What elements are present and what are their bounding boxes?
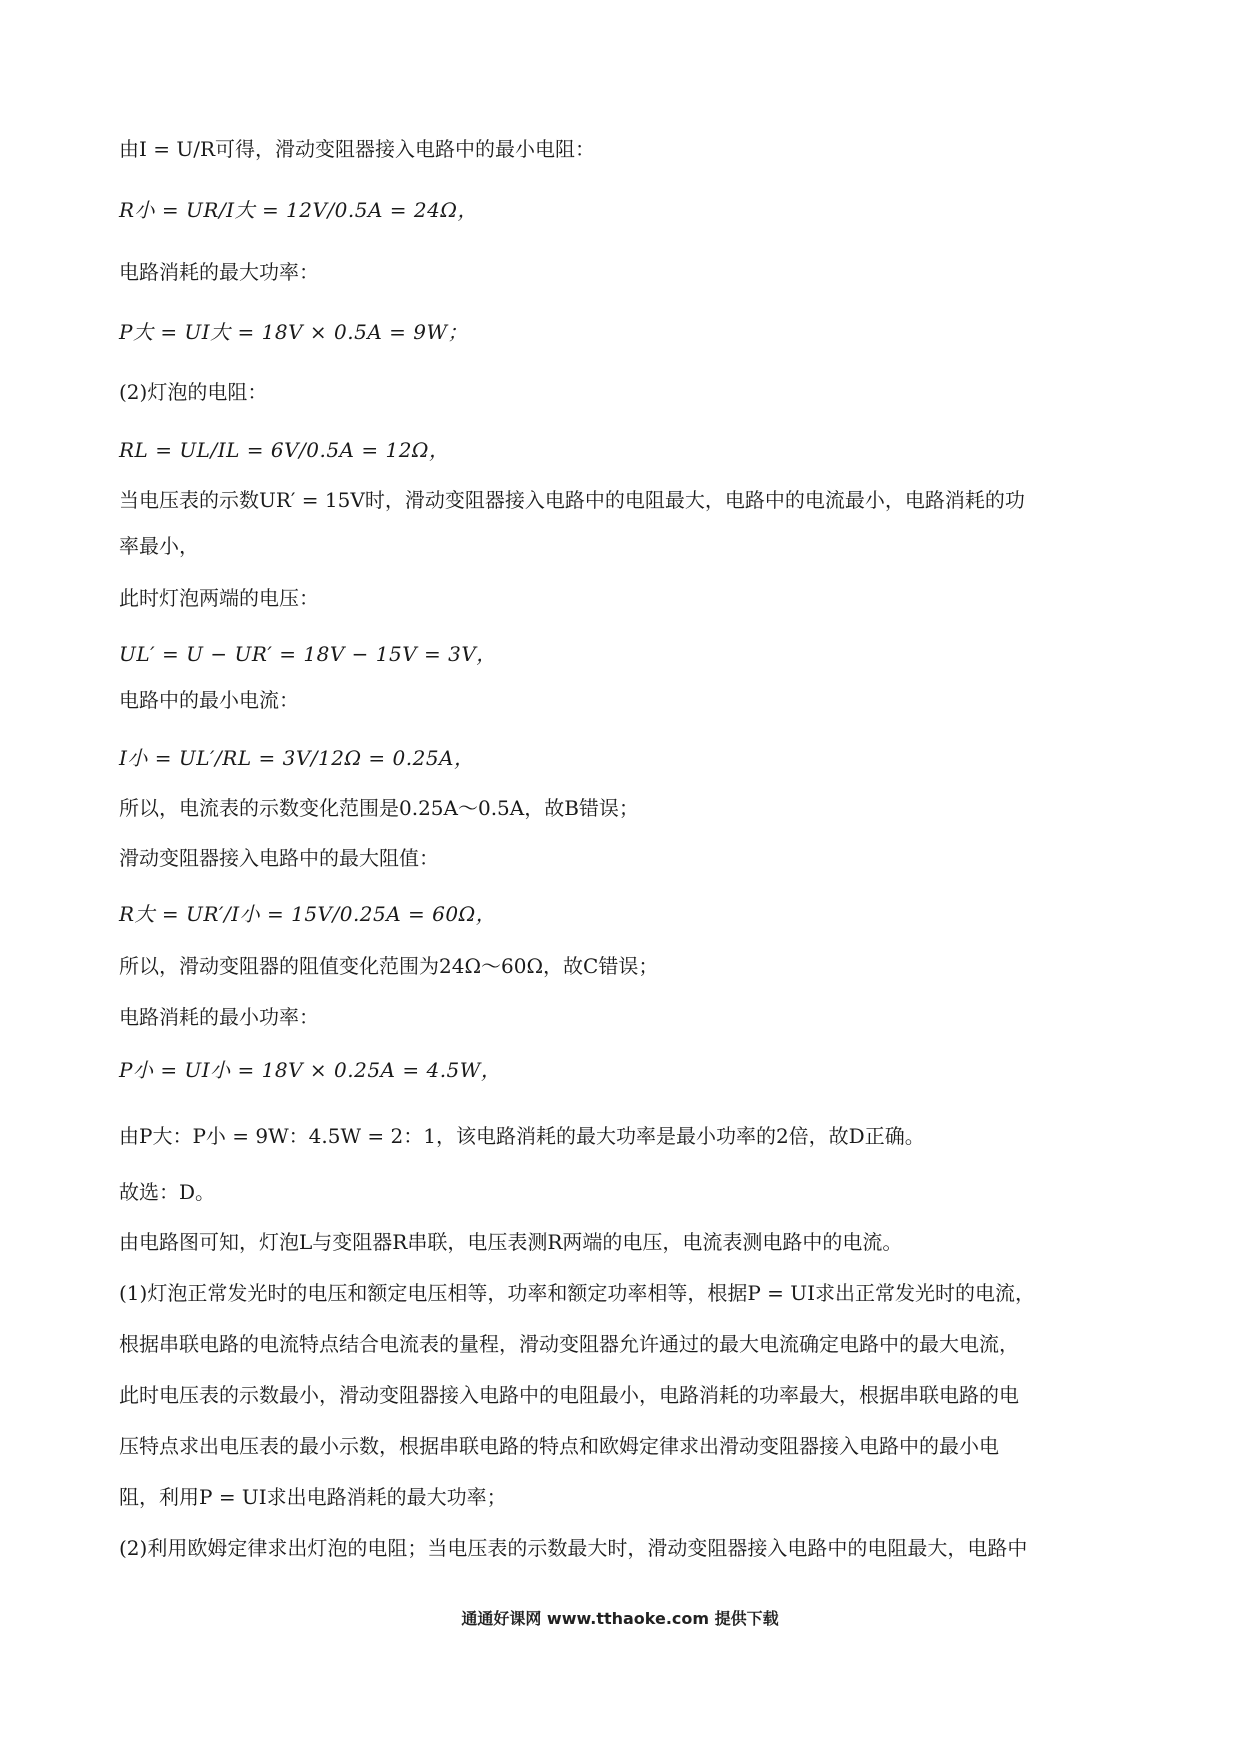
formula-line-3: RL = UL/IL = 6V/0.5A = 12Ω， <box>119 438 450 462</box>
text-line-19: 阻，利用P = UI求出电路消耗的最大功率； <box>119 1485 507 1509</box>
text-line-12: 由P大：P小 = 9W：4.5W = 2：1，该电路消耗的最大功率是最小功率的2倍，故D正确。 <box>119 1124 925 1148</box>
text-line-6: 此时灯泡两端的电压： <box>119 586 319 610</box>
text-line-5: 率最小， <box>119 534 199 558</box>
text-line-2: 电路消耗的最大功率： <box>119 260 319 284</box>
text-line-3: (2)灯泡的电阻： <box>119 380 268 404</box>
text-line-10: 所以，滑动变阻器的阻值变化范围为24Ω～60Ω，故C错误； <box>119 954 659 978</box>
text-line-9: 滑动变阻器接入电路中的最大阻值： <box>119 846 439 870</box>
text-line-1: 由I = U/R可得，滑动变阻器接入电路中的最小电阻： <box>119 137 596 161</box>
text-line-18: 压特点求出电压表的最小示数，根据串联电路的特点和欧姆定律求出滑动变阻器接入电路中的最小电 <box>119 1434 999 1458</box>
text-line-14: 由电路图可知，灯泡L与变阻器R串联，电压表测R两端的电压，电流表测电路中的电流。 <box>119 1230 903 1254</box>
formula-line-6: R大 = UR′/I小 = 15V/0.25A = 60Ω， <box>119 902 497 926</box>
text-line-15: (1)灯泡正常发光时的电压和额定电压相等，功率和额定功率相等，根据P = UI求出正常发光时的电流， <box>119 1281 1036 1305</box>
formula-line-7: P小 = UI小 = 18V × 0.25A = 4.5W， <box>119 1058 502 1082</box>
text-line-17: 此时电压表的示数最小，滑动变阻器接入电路中的电阻最小，电路消耗的功率最大，根据串联电路的电 <box>119 1383 1019 1407</box>
text-line-7: 电路中的最小电流： <box>119 688 299 712</box>
text-line-11: 电路消耗的最小功率： <box>119 1005 319 1029</box>
text-line-16: 根据串联电路的电流特点结合电流表的量程，滑动变阻器允许通过的最大电流确定电路中的最大电流， <box>119 1332 1019 1356</box>
text-line-13: 故选：D。 <box>119 1180 216 1204</box>
text-line-20: (2)利用欧姆定律求出灯泡的电阻；当电压表的示数最大时，滑动变阻器接入电路中的电阻最大，电路中 <box>119 1536 1028 1560</box>
text-line-4: 当电压表的示数UR′ = 15V时，滑动变阻器接入电路中的电阻最大，电路中的电流最小，电路消耗的功 <box>119 488 1025 512</box>
formula-line-4: UL′ = U − UR′ = 18V − 15V = 3V， <box>119 642 497 666</box>
formula-line-5: I小 = UL′/RL = 3V/12Ω = 0.25A， <box>119 746 475 770</box>
formula-line-2: P大 = UI大 = 18V × 0.5A = 9W； <box>119 320 469 344</box>
formula-line-1: R小 = UR/I大 = 12V/0.5A = 24Ω， <box>119 198 478 222</box>
text-line-8: 所以，电流表的示数变化范围是0.25A～0.5A，故B错误； <box>119 796 639 820</box>
footer-watermark: 通通好课网 www.tthaoke.com 提供下载 <box>461 1609 779 1628</box>
